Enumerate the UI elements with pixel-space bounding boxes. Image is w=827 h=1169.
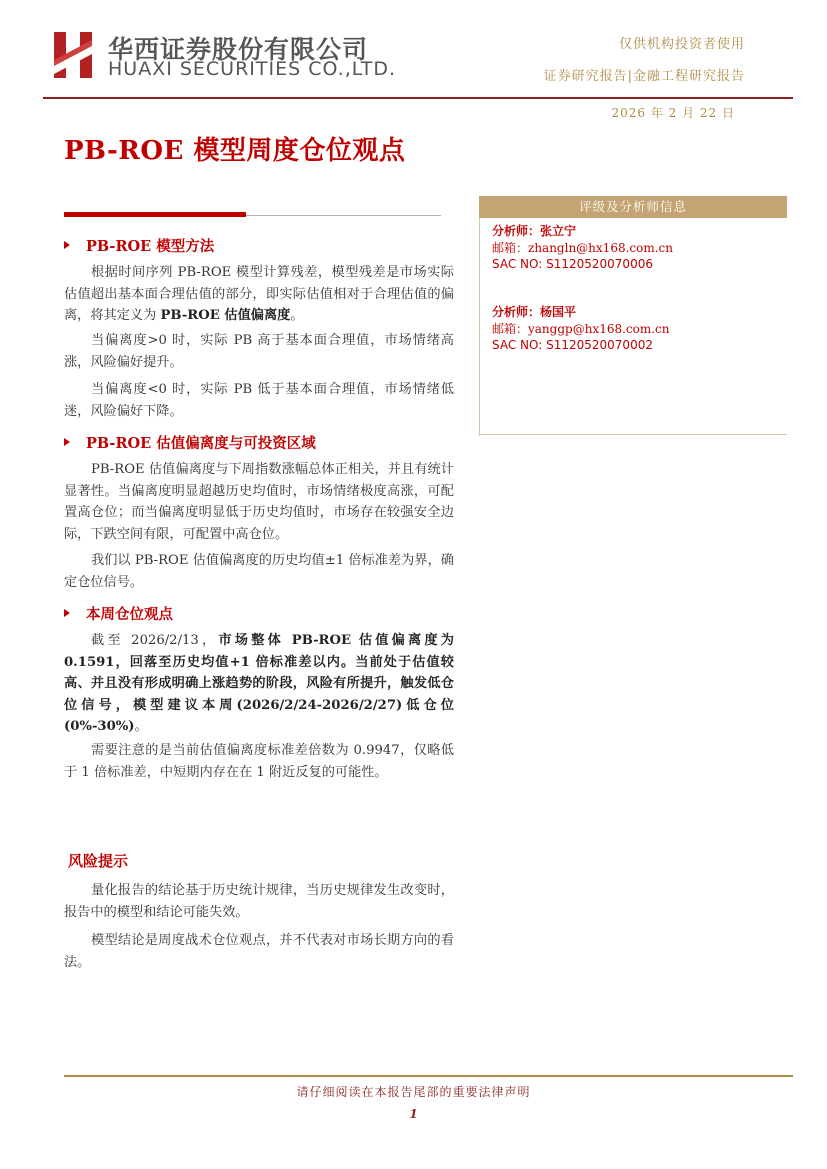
method-paragraph-3: 当偏离度<0 时，实际 PB 低于基本面合理值，市场情绪低迷，风险偏好下降。 [64,382,454,419]
footer-divider [64,1075,793,1077]
bold-term: PB-ROE 估值偏离度 [160,308,291,323]
section-heading-method: PB-ROE 模型方法 [64,235,214,256]
risk-paragraph-2: 模型结论是周度战术仓位观点，并不代表对市场长期方向的看法。 [64,933,454,970]
analyst-2-sac: SAC NO: S1120520070002 [492,338,653,352]
risk-paragraph-1: 量化报告的结论基于历史统计规律，当历史规律发生改变时，报告中的模型和结论可能失效。 [64,883,454,920]
analyst-box-divider [479,434,787,435]
weekly-view-paragraph-1: 截至 2026/2/13，市场整体 PB-ROE 估值偏离度为 0.1591，回落至历史均值+1 倍标准差以内。当前处于估值较高、并且没有形成明确上涨趋势的阶段，风险有所提升，触发低仓位信号，模型建议本周(2026/2/24-2026/2/27)低仓位(0%-30%)。 [64,633,454,734]
analyst-2-name: 分析师：杨国平 [492,305,577,319]
audience-label: 仅供机构投资者使用 [618,37,745,52]
analyst-1-sac: SAC NO: S1120520070006 [492,257,653,271]
weekly-view-paragraph-2: 需要注意的是当前估值偏离度标准差倍数为 0.9947，仅略低于 1 倍标准差，中短期内存在在 1 附近反复的可能性。 [64,743,454,780]
report-title: PB-ROE 模型周度仓位观点 [64,136,406,166]
analyst-2-email[interactable]: 邮箱：yanggp@hx168.com.cn [492,322,670,336]
method-paragraph-2: 当偏离度>0 时，实际 PB 高于基本面合理值，市场情绪高涨，风险偏好提升。 [64,333,454,370]
legal-disclaimer: 请仔细阅读在本报告尾部的重要法律声明 [296,1085,531,1099]
report-date: 2026 年 2 月 22 日 [611,106,735,120]
analyst-1-email[interactable]: 邮箱：zhangln@hx168.com.cn [492,241,673,255]
section-heading-weekly-view: 本周仓位观点 [64,603,173,624]
deviation-paragraph-1: PB-ROE 估值偏离度与下周指数涨幅总体正相关，并且有统计显著性。当偏离度明显超越历史均值时，市场情绪极度高涨，可配置高仓位；而当偏离度明显低于历史均值时，市场存在较强安全边际，下跌空间有限，可配置中高仓位。 [64,462,454,542]
company-name-cn: 华西证券股份有限公司 [108,35,369,64]
huaxi-logo-icon [50,30,100,80]
triangle-bullet-icon [64,609,70,617]
analyst-box-heading: 评级及分析师信息 [479,196,787,218]
header-divider [43,97,793,99]
triangle-bullet-icon [64,438,70,446]
report-type-label: 证券研究报告|金融工程研究报告 [543,69,745,84]
section-heading-deviation: PB-ROE 估值偏离度与可投资区域 [64,432,316,453]
page-number: 1 [409,1107,418,1121]
company-name-en: HUAXI SECURITIES CO.,LTD. [108,58,396,80]
analyst-1-name: 分析师：张立宁 [492,224,577,238]
triangle-bullet-icon [64,241,70,249]
risk-heading: 风险提示 [68,852,129,870]
summary-bar-line [246,215,441,216]
summary-bar-accent [64,212,246,217]
deviation-paragraph-2: 我们以 PB-ROE 估值偏离度的历史均值±1 倍标准差为界，确定仓位信号。 [64,553,454,590]
method-paragraph-1: 根据时间序列 PB-ROE 模型计算残差，模型残差是市场实际估值超出基本面合理估值的部分，即实际估值相对于合理估值的偏离，将其定义为 PB-ROE 估值偏离度。 [64,265,454,323]
